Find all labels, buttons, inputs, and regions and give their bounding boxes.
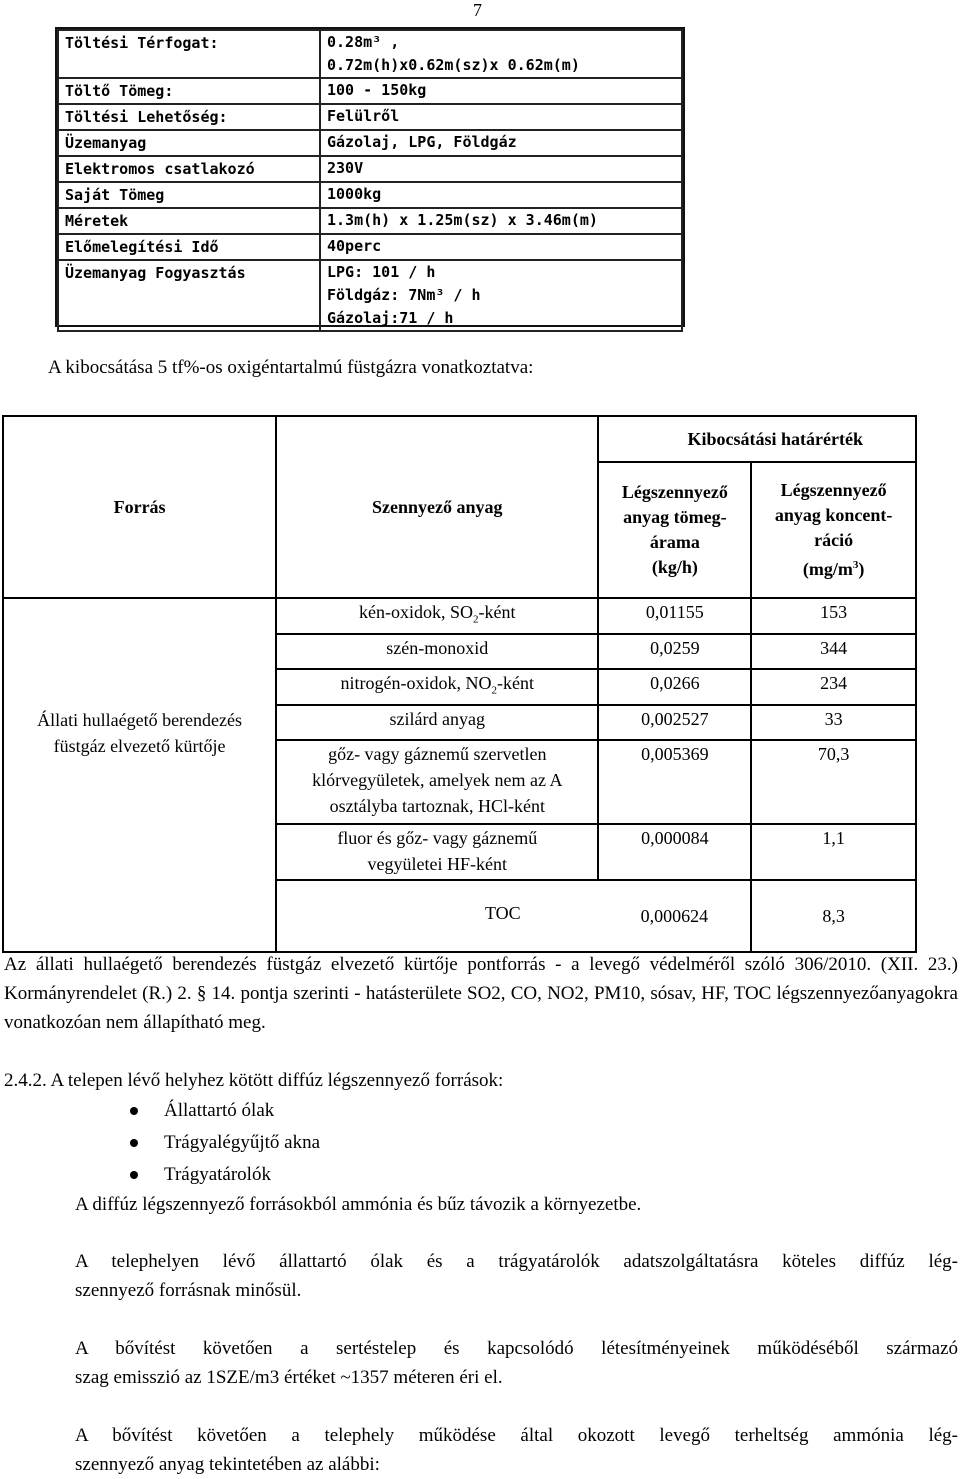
mass-flow-cell: 0,000084 bbox=[598, 824, 751, 880]
spec-value-line: Gázolaj, LPG, Földgáz bbox=[327, 133, 517, 151]
paragraph-szag-emisszio bbox=[75, 1334, 958, 1392]
spec-row bbox=[58, 208, 682, 234]
header-line: árama bbox=[649, 532, 700, 552]
spec-value bbox=[320, 208, 682, 234]
header-line: $(mg/m^3)$ bbox=[802, 559, 865, 579]
pollutant-cell bbox=[276, 669, 598, 705]
spec-value-line: 100 - 150kg bbox=[327, 81, 427, 99]
header-line: ráció bbox=[814, 530, 854, 550]
diffuse-sources-list bbox=[130, 1095, 320, 1191]
spec-value bbox=[320, 156, 682, 182]
pollutant-line: klórvegyületek, amelyek nem az A bbox=[312, 770, 563, 791]
source-line: füstgáz elvezető kürtője bbox=[53, 736, 226, 756]
pollutant-cell bbox=[276, 705, 598, 741]
mass-flow-cell: 0,0259 bbox=[598, 634, 751, 670]
pollutant-cell bbox=[276, 880, 598, 952]
concentration-cell: 153 bbox=[751, 598, 916, 634]
group-header: Kibocsátási határérték bbox=[598, 416, 916, 462]
spec-value-line: 0.28m³ , bbox=[327, 33, 400, 51]
spec-row bbox=[58, 130, 682, 156]
spec-value bbox=[320, 234, 682, 260]
pollutant-cell bbox=[276, 634, 598, 670]
spec-value bbox=[320, 182, 682, 208]
paragraph-adatszolgaltatas bbox=[75, 1247, 958, 1305]
text-line: A bővítést követően a sertéstelep és kapcsolódó létesítményeinek működéséből származó bbox=[75, 1338, 958, 1359]
spec-table bbox=[57, 29, 683, 332]
pollutant-line: osztályba tartoznak, HCl-ként bbox=[329, 796, 545, 817]
pollutant-text: szén-monoxid bbox=[386, 637, 489, 658]
intro-text: A kibocsátása 5 tf%-os oxigéntartalmú füstgázra vonatkoztatva: bbox=[48, 357, 534, 378]
header-line: (kg/h) bbox=[651, 557, 698, 577]
spec-row bbox=[58, 30, 682, 78]
header-line: anyag tömeg- bbox=[623, 507, 727, 527]
spec-key: Előmelegítési Idő bbox=[58, 234, 320, 260]
spec-key: Töltési Lehetőség: bbox=[58, 104, 320, 130]
spec-value bbox=[320, 104, 682, 130]
paragraph-ammonia bbox=[75, 1421, 958, 1479]
pollutant-text: -ként bbox=[497, 673, 535, 694]
spec-value-line: Gázolaj:71 / h bbox=[327, 309, 454, 327]
spec-key: Töltő Tömeg: bbox=[58, 78, 320, 104]
spec-value-line: 1000kg bbox=[327, 185, 382, 203]
mass-flow-cell: 0,01155 bbox=[598, 598, 751, 634]
spec-key: Méretek bbox=[58, 208, 320, 234]
text-line: szennyező anyag tekintetében az alábbi: bbox=[75, 1454, 380, 1475]
pollutant-text: nitrogén-oxidok, NO bbox=[340, 673, 492, 694]
text-line: A telephelyen lévő állattartó ólak és a trágyatárolók adatszolgáltatásra köteles diffúz lég- bbox=[75, 1251, 958, 1272]
paragraph-diffuz: A diffúz légszennyező forrásokból ammónia és bűz távozik a környezetbe. bbox=[75, 1194, 642, 1215]
mass-flow-cell: 0,002527 bbox=[598, 705, 751, 741]
concentration-cell: 70,3 bbox=[751, 740, 916, 824]
spec-row bbox=[58, 78, 682, 104]
list-item: Állattartó ólak bbox=[130, 1095, 320, 1127]
pollutant-text: kén-oxidok, SO bbox=[359, 602, 474, 622]
text-line: szennyező forrásnak minősül. bbox=[75, 1280, 302, 1301]
text-line: szag emisszió az 1SZE/m3 értéket ~1357 méteren éri el. bbox=[75, 1367, 503, 1388]
pollutant-text: 2 bbox=[491, 684, 498, 697]
spec-value-line: Felülről bbox=[327, 107, 400, 125]
source-cell bbox=[3, 598, 276, 952]
section-heading: 2.4.2. A telepen lévő helyhez kötött diffúz légszennyező források: bbox=[4, 1070, 504, 1091]
pollutant-cell bbox=[276, 824, 598, 880]
pollutant-cell bbox=[276, 740, 598, 824]
spec-value-line: Földgáz: 7Nm³ / h bbox=[327, 286, 481, 304]
concentration-cell: 33 bbox=[751, 705, 916, 741]
spec-value bbox=[320, 30, 682, 78]
pollutant-text: 2 bbox=[473, 613, 479, 626]
spec-key: Üzemanyag Fogyasztás bbox=[58, 260, 320, 331]
source-line: Állati hullaégető berendezés bbox=[37, 710, 243, 730]
pollutant-line: gőz- vagy gáznemű szervetlen bbox=[328, 744, 547, 765]
spec-table-image bbox=[55, 27, 685, 327]
col-mass-flow-header bbox=[598, 462, 751, 598]
col-source-header: Forrás bbox=[3, 416, 276, 598]
concentration-cell: 344 bbox=[751, 634, 916, 670]
concentration-cell: 1,1 bbox=[751, 824, 916, 880]
spec-row bbox=[58, 156, 682, 182]
mass-flow-cell: 0,0266 bbox=[598, 669, 751, 705]
concentration-cell: 8,3 bbox=[751, 880, 916, 952]
header-line: Légszennyező bbox=[621, 482, 728, 502]
list-item: Trágyalégyűjtő akna bbox=[130, 1127, 320, 1159]
spec-row bbox=[58, 234, 682, 260]
page-number: 7 bbox=[473, 0, 482, 20]
header-line: Légszennyező bbox=[780, 480, 887, 500]
table-row bbox=[3, 598, 916, 634]
pollutant-text: TOC bbox=[484, 902, 521, 923]
mass-flow-cell: 0,000624 bbox=[598, 880, 751, 952]
pollutant-line: fluor és gőz- vagy gáznemű bbox=[337, 828, 538, 849]
pollutant-text: -ként bbox=[478, 602, 516, 622]
spec-value-line: 1.3m(h) x 1.25m(sz) x 3.46m(m) bbox=[327, 211, 598, 229]
spec-key: Üzemanyag bbox=[58, 130, 320, 156]
text-line: A bővítést követően a telephely működése által okozott levegő terheltség ammónia lég- bbox=[75, 1425, 958, 1446]
col-pollutant-header: Szennyező anyag bbox=[276, 416, 598, 598]
spec-value-line: LPG: 101 / h bbox=[327, 263, 436, 281]
spec-value bbox=[320, 78, 682, 104]
pollutant-text: szilárd anyag bbox=[389, 708, 486, 729]
spec-key: Töltési Térfogat: bbox=[58, 30, 320, 78]
spec-row bbox=[58, 182, 682, 208]
spec-value-line: 0.72m(h)x0.62m(sz)x 0.62m(m) bbox=[327, 56, 580, 74]
paragraph-hatasterulet: Az állati hullaégető berendezés füstgáz elvezető kürtője pontforrás - a levegő védelméről szóló 306/2010. (XII. 23.) Kormányrendelet (R.) 2. § 14. pontja szerinti - hatásterülete SO2, CO, NO2, PM10, sósav, HF, TOC légszennyezőanyagokra vonatkozóan nem állapítható meg. bbox=[4, 954, 958, 1033]
spec-value bbox=[320, 260, 682, 331]
header-line: anyag koncent- bbox=[774, 505, 893, 525]
col-concentration-header bbox=[751, 462, 916, 598]
spec-key: Saját Tömeg bbox=[58, 182, 320, 208]
spec-value-line: 40perc bbox=[327, 237, 382, 255]
mass-flow-cell: 0,005369 bbox=[598, 740, 751, 824]
emission-table bbox=[2, 415, 917, 953]
pollutant-cell bbox=[276, 598, 598, 634]
spec-row bbox=[58, 260, 682, 331]
spec-row bbox=[58, 104, 682, 130]
spec-key: Elektromos csatlakozó bbox=[58, 156, 320, 182]
pollutant-line: vegyületei HF-ként bbox=[367, 854, 508, 875]
spec-value-line: 230V bbox=[327, 159, 364, 177]
spec-value bbox=[320, 130, 682, 156]
concentration-cell: 234 bbox=[751, 669, 916, 705]
list-item: Trágyatárolók bbox=[130, 1159, 320, 1191]
